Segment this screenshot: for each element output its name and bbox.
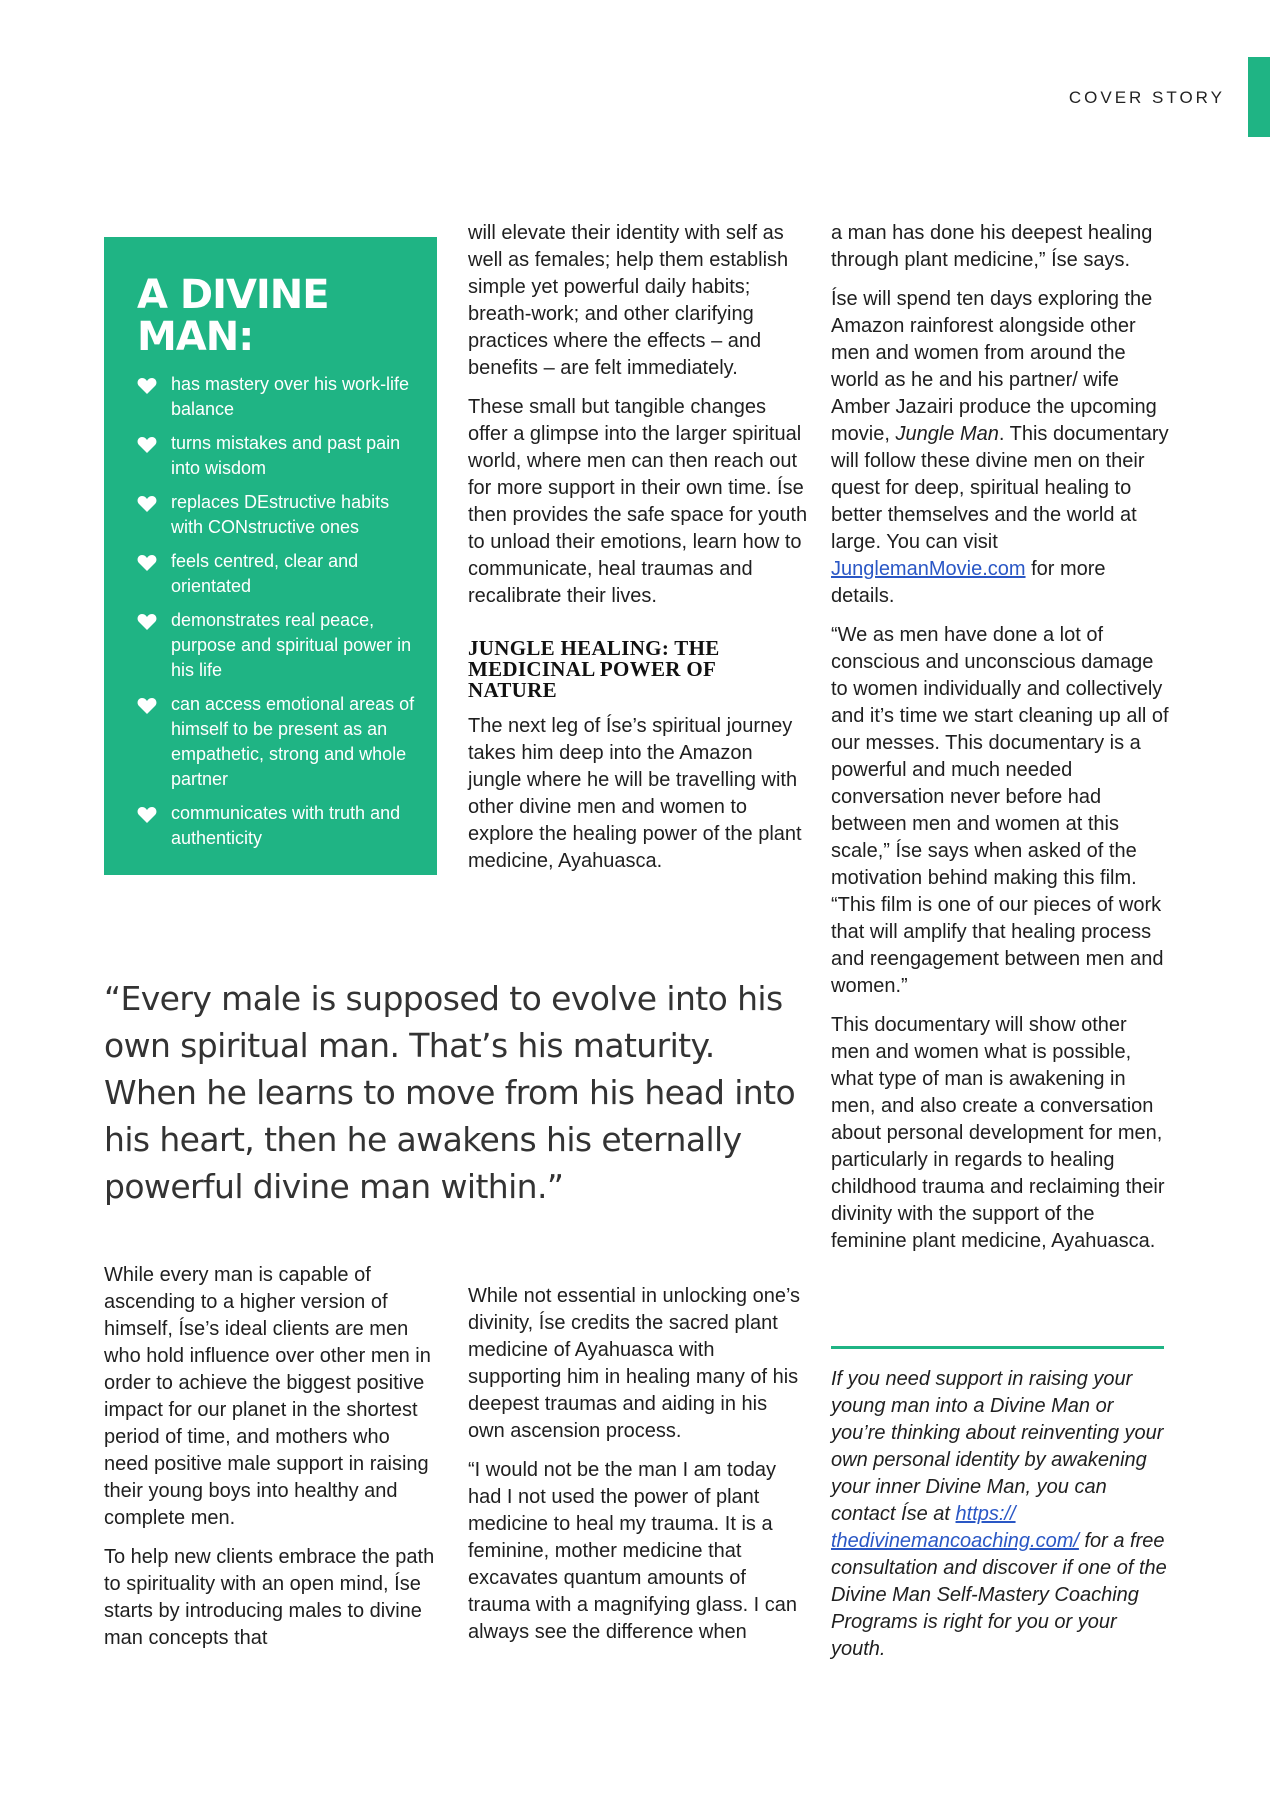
body-paragraph: Íse will spend ten days exploring the Amazon rainforest alongside other men and women from around the world as he and his partner/ wife Amber Jazairi produce the upcoming movie, Jungle Man. This documentary will follow these divine men on their quest for deep, spiritual healing to better themselves and the world at large. You can visit JunglemanMovie.com for more details.	[831, 288, 1169, 607]
pull-quote: “Every male is supposed to evolve into his own spiritual man. That’s his maturity. When he learns to move from his head into his heart, then he awakens his eternally powerful divine man within.”	[104, 979, 796, 1206]
divine-man-box	[104, 237, 437, 875]
body-paragraph: will elevate their identity with self as well as females; help them establish simple yet powerful daily habits; breath-work; and other clarifying practices where the effects – and benefits – are felt immediately.	[468, 222, 789, 379]
heart-icon	[137, 377, 157, 395]
column-3	[831, 220, 1171, 1255]
list-item: has mastery over his work-life balance	[137, 372, 415, 422]
body-paragraph: “I would not be the man I am today had I not used the power of plant medicine to heal my trauma. It is a feminine, mother medicine that excavates quantum amounts of trauma with a magnifying glass. I can always see the difference when	[468, 1459, 798, 1643]
body-paragraph: While every man is capable of ascending to a higher version of himself, Íse’s ideal clients are men who hold influence over other men in order to achieve the biggest positive impact for our planet in the shortest period of time, and mothers who need positive male support in raising their young boys into healthy and complete men.	[104, 1264, 431, 1529]
column-2-top	[468, 220, 808, 875]
column-2-bottom	[468, 1283, 808, 1646]
body-paragraph: These small but tangible changes offer a glimpse into the larger spiritual world, where men can then reach out for more support in their own time. Íse then provides the safe space for youth to unload their emotions, learn how to communicate, heal traumas and recalibrate their lives.	[468, 396, 808, 607]
movie-website-link[interactable]: JunglemanMovie.com	[831, 558, 1026, 580]
body-paragraph: a man has done his deepest healing through plant medicine,” Íse says.	[831, 222, 1153, 271]
box-title: A DIVINE MAN:	[137, 272, 329, 360]
body-paragraph: “We as men have done a lot of conscious and unconscious damage to women individually and collectively and it’s time we start cleaning up all of our messes. This documentary is a powerful and much needed conversation never before had between men and women at this scale,” Íse says when asked of the motivation behind making this film. “This film is one of our pieces of work that will amplify that healing process and reengagement between men and women.”	[831, 624, 1169, 997]
body-paragraph: The next leg of Íse’s spiritual journey takes him deep into the Amazon jungle where he will be travelling with other divine men and women to explore the healing power of the plant medicine, Ayahuasca.	[468, 715, 802, 872]
movie-title: Jungle Man	[895, 423, 999, 445]
coaching-website-link[interactable]: https:// thedivinemancoaching.com/	[831, 1503, 1079, 1552]
section-label: COVER STORY	[1068, 88, 1225, 107]
heart-icon	[137, 554, 157, 572]
divine-man-list	[137, 372, 415, 851]
list-item: turns mistakes and past pain into wisdom	[137, 431, 415, 481]
heart-icon	[137, 436, 157, 454]
list-item: can access emotional areas of himself to be present as an empathetic, strong and whole partner	[137, 692, 415, 792]
heart-icon	[137, 697, 157, 715]
cta-divider	[831, 1346, 1164, 1349]
body-paragraph: To help new clients embrace the path to spirituality with an open mind, Íse starts by introducing males to divine man concepts that	[104, 1546, 435, 1649]
call-to-action: If you need support in raising your young man into a Divine Man or you’re thinking about reinventing your own personal identity by awakening your inner Divine Man, you can contact Íse at https:// thedivinemancoaching.com/ for a free consultation and discover if one of the Divine Man Self-Mastery Coaching Programs is right for you or your youth.	[831, 1368, 1167, 1660]
section-subheading: JUNGLE HEALING: THE MEDICINAL POWER OF NATURE	[468, 636, 720, 702]
list-item: replaces DEstructive habits with CONstructive ones	[137, 490, 415, 540]
column-1-bottom	[104, 1262, 439, 1652]
heart-icon	[137, 495, 157, 513]
body-paragraph: While not essential in unlocking one’s divinity, Íse credits the sacred plant medicine of Ayahuasca with supporting him in healing many of his deepest traumas and aiding in his own ascension process.	[468, 1285, 801, 1442]
accent-tab	[1248, 57, 1270, 137]
heart-icon	[137, 613, 157, 631]
list-item: feels centred, clear and orientated	[137, 549, 415, 599]
list-item: communicates with truth and authenticity	[137, 801, 415, 851]
body-paragraph: This documentary will show other men and women what is possible, what type of man is awakening in men, and also create a conversation about personal development for men, particularly in regards to healing childhood trauma and reclaiming their divinity with the support of the feminine plant medicine, Ayahuasca.	[831, 1014, 1165, 1252]
list-item: demonstrates real peace, purpose and spiritual power in his life	[137, 608, 415, 683]
heart-icon	[137, 806, 157, 824]
